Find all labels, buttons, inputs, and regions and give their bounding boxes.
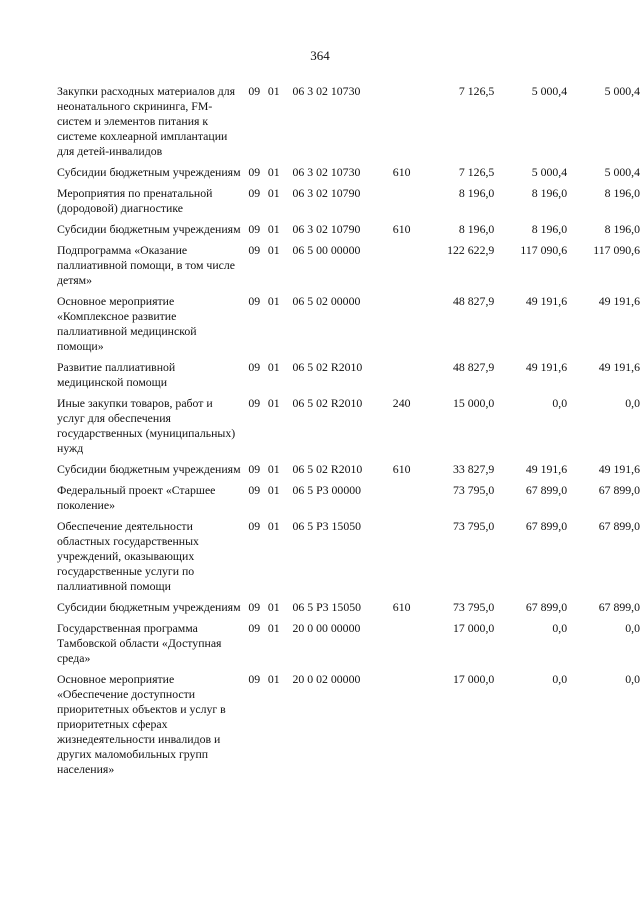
page-number: 364 [310,48,330,63]
row-name: Основное мероприятие «Обеспечение доступности приоритетных объектов и услуг в приоритетных сферах жизнедеятельности инвалидов и других маломобильных групп населения» [57,672,226,776]
row-amount-year-1: 17 000,0 [453,672,495,686]
row-section-code: 09 [248,672,261,686]
row-target-code: 06 5 00 00000 [292,243,361,257]
row-subsection-code: 01 [267,360,280,374]
row-amount-year-2: 67 899,0 [525,519,568,533]
table-row [57,600,640,621]
row-name: Обеспечение деятельности областных государственных учреждений, оказывающих государственные услуги по паллиативной помощи [57,519,199,593]
row-amount-year-2: 0,0 [552,396,568,410]
row-target-code: 06 5 P3 15050 [292,519,362,533]
row-target-code: 06 3 02 10790 [292,222,361,236]
row-target-code: 06 3 02 10730 [292,165,361,179]
row-section-code: 09 [248,294,261,308]
row-target-code: 06 5 02 00000 [292,294,361,308]
table-row [57,621,640,672]
row-section-code: 09 [248,360,261,374]
budget-table [57,84,640,783]
table-row [57,519,640,600]
row-amount-year-2: 49 191,6 [525,294,568,308]
row-section-code: 09 [248,483,261,497]
row-expense-type: 610 [392,165,411,179]
row-amount-year-1: 73 795,0 [453,600,495,614]
row-amount-year-2: 8 196,0 [531,222,568,236]
row-expense-type: 610 [392,600,411,614]
row-amount-year-1: 48 827,9 [453,360,495,374]
table-row [57,396,640,462]
row-name: Субсидии бюджетным учреждениям [57,222,241,236]
row-section-code: 09 [248,186,261,200]
row-name: Государственная программа Тамбовской области «Доступная среда» [57,621,222,665]
row-amount-year-2: 8 196,0 [531,186,568,200]
row-amount-year-1: 73 795,0 [453,519,495,533]
row-section-code: 09 [248,600,261,614]
row-name: Подпрограмма «Оказание паллиативной помощи, в том числе детям» [57,243,236,287]
row-amount-year-2: 5 000,4 [531,84,568,98]
row-section-code: 09 [248,462,261,476]
row-subsection-code: 01 [267,165,280,179]
row-section-code: 09 [248,165,261,179]
row-subsection-code: 01 [267,186,280,200]
row-section-code: 09 [248,84,261,98]
row-name: Развитие паллиативной медицинской помощи [57,360,176,389]
row-subsection-code: 01 [267,396,280,410]
row-amount-year-3: 67 899,0 [598,519,640,533]
row-section-code: 09 [248,519,261,533]
row-section-code: 09 [248,243,261,257]
row-amount-year-2: 0,0 [552,672,568,686]
row-amount-year-2: 5 000,4 [531,165,568,179]
row-amount-year-3: 117 090,6 [593,243,640,257]
row-expense-type [393,186,422,222]
row-section-code: 09 [248,396,261,410]
row-amount-year-1: 122 622,9 [447,243,495,257]
row-amount-year-2: 0,0 [552,621,568,635]
row-amount-year-3: 8 196,0 [604,186,640,200]
row-name: Субсидии бюджетным учреждениям [57,600,241,614]
table-row [57,360,640,396]
row-name: Субсидии бюджетным учреждениям [57,462,241,476]
row-target-code: 06 5 02 R2010 [292,396,363,410]
row-subsection-code: 01 [267,600,280,614]
row-expense-type [393,519,422,600]
row-expense-type [393,84,422,165]
table-row [57,84,640,165]
row-subsection-code: 01 [267,84,280,98]
table-row [57,672,640,783]
row-expense-type [393,621,422,672]
row-name: Федеральный проект «Старшее поколение» [57,483,216,512]
table-row [57,243,640,294]
row-amount-year-1: 48 827,9 [453,294,495,308]
row-amount-year-3: 49 191,6 [598,294,640,308]
row-subsection-code: 01 [267,672,280,686]
row-name: Иные закупки товаров, работ и услуг для обеспечения государственных (муниципальных) нужд [57,396,236,455]
row-amount-year-1: 15 000,0 [453,396,495,410]
row-section-code: 09 [248,222,261,236]
row-amount-year-1: 8 196,0 [458,222,495,236]
row-amount-year-3: 8 196,0 [604,222,640,236]
row-subsection-code: 01 [267,519,280,533]
row-subsection-code: 01 [267,621,280,635]
row-amount-year-3: 0,0 [625,672,640,686]
row-target-code: 20 0 00 00000 [292,621,361,635]
row-amount-year-1: 8 196,0 [458,186,495,200]
budget-table-body [57,84,640,783]
row-expense-type [393,483,422,519]
row-target-code: 06 3 02 10790 [292,186,361,200]
row-amount-year-3: 49 191,6 [598,462,640,476]
row-expense-type [393,360,422,396]
row-amount-year-2: 49 191,6 [525,360,568,374]
row-amount-year-1: 7 126,5 [458,165,495,179]
row-subsection-code: 01 [267,462,280,476]
table-row [57,186,640,222]
row-amount-year-2: 117 090,6 [520,243,568,257]
table-row [57,483,640,519]
row-expense-type [393,294,422,360]
row-target-code: 06 5 P3 15050 [292,600,362,614]
row-amount-year-3: 5 000,4 [604,165,640,179]
row-target-code: 06 5 02 R2010 [292,360,363,374]
row-amount-year-3: 0,0 [625,621,640,635]
row-amount-year-3: 49 191,6 [598,360,640,374]
row-expense-type [393,243,422,294]
row-amount-year-1: 17 000,0 [453,621,495,635]
row-name: Субсидии бюджетным учреждениям [57,165,241,179]
row-amount-year-3: 67 899,0 [598,483,640,497]
table-row [57,462,640,483]
row-target-code: 20 0 02 00000 [292,672,361,686]
row-subsection-code: 01 [267,483,280,497]
row-expense-type: 240 [392,396,411,410]
table-row [57,294,640,360]
table-row [57,222,640,243]
row-expense-type: 610 [392,222,411,236]
row-subsection-code: 01 [267,243,280,257]
row-target-code: 06 5 P3 00000 [292,483,362,497]
row-expense-type [393,672,422,783]
row-amount-year-1: 7 126,5 [458,84,495,98]
row-expense-type: 610 [392,462,411,476]
row-target-code: 06 3 02 10730 [292,84,361,98]
row-amount-year-3: 5 000,4 [604,84,640,98]
row-amount-year-3: 67 899,0 [598,600,640,614]
row-target-code: 06 5 02 R2010 [292,462,363,476]
row-amount-year-1: 73 795,0 [453,483,495,497]
row-subsection-code: 01 [267,222,280,236]
row-subsection-code: 01 [267,294,280,308]
row-name: Мероприятия по пренатальной (дородовой) диагностике [57,186,213,215]
row-amount-year-1: 33 827,9 [453,462,495,476]
row-amount-year-2: 67 899,0 [525,600,568,614]
row-amount-year-2: 67 899,0 [525,483,568,497]
table-row [57,165,640,186]
row-section-code: 09 [248,621,261,635]
row-amount-year-3: 0,0 [625,396,640,410]
row-name: Закупки расходных материалов для неонатального скрининга, FM-систем и элементов питания к системе кохлеарной имплантации для детей-инвалидов [57,84,236,158]
row-amount-year-2: 49 191,6 [525,462,568,476]
row-name: Основное мероприятие «Комплексное развитие паллиативной медицинской помощи» [57,294,197,353]
